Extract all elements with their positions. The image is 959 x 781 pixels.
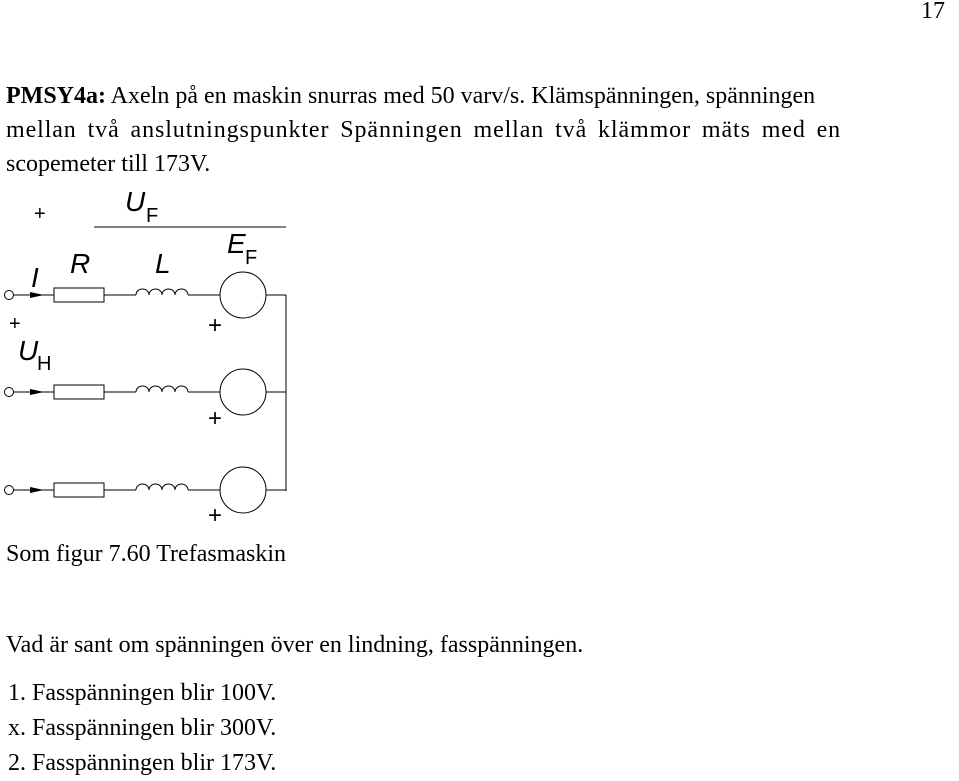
phase-2-branch [5, 369, 287, 415]
resistor-3 [54, 483, 104, 497]
plus-sign-phase-2: + [208, 405, 223, 432]
current-arrow-3 [30, 487, 44, 493]
answer-option-x: x. Fasspänningen blir 300V. [8, 715, 277, 741]
uf-label: U [125, 186, 146, 217]
terminal-1 [5, 291, 14, 300]
intro-line-1-text: Axeln på en maskin snurras med 50 varv/s. Klämspänningen, spänningen [105, 83, 816, 109]
terminal-2 [5, 388, 14, 397]
inductor-1 [136, 289, 188, 295]
phase-3-branch [5, 467, 287, 513]
emf-source-1 [220, 272, 266, 318]
plus-sign-top: + [34, 203, 46, 225]
answer-option-1: 1. Fasspänningen blir 100V. [8, 680, 277, 706]
uh-subscript: H [37, 353, 52, 375]
resistance-label-r: R [70, 248, 91, 279]
page-number: 17 [921, 0, 945, 24]
plus-sign-phase-3: + [208, 502, 223, 529]
ef-label: E [227, 228, 246, 259]
emf-source-3 [220, 467, 266, 513]
emf-source-2 [220, 369, 266, 415]
question-text: Vad är sant om spänningen över en lindning, fasspänningen. [6, 632, 584, 658]
current-arrow-2 [30, 389, 44, 395]
current-label-i: I [31, 262, 39, 293]
inductor-3 [136, 484, 188, 490]
plus-sign-left: + [9, 313, 21, 335]
answer-options [8, 676, 276, 781]
three-phase-circuit-diagram [0, 180, 300, 535]
inductance-label-l: L [155, 248, 171, 279]
intro-line-2: mellan två anslutningspunkter Spänningen mellan två klämmor mäts med en [6, 117, 842, 143]
resistor-2 [54, 385, 104, 399]
answer-option-2: 2. Fasspänningen blir 173V. [8, 750, 277, 776]
uh-label: U [18, 335, 39, 366]
intro-paragraph [6, 79, 956, 181]
inductor-2 [136, 386, 188, 392]
intro-line-3: scopemeter till 173V. [6, 151, 211, 177]
problem-id: PMSY4a: [6, 83, 106, 109]
plus-sign-phase-1: + [208, 312, 223, 339]
intro-line-1 [6, 79, 956, 113]
figure-caption: Som figur 7.60 Trefasmaskin [6, 541, 287, 567]
uf-subscript: F [146, 205, 159, 227]
ef-subscript: F [245, 247, 258, 269]
resistor-1 [54, 288, 104, 302]
terminal-3 [5, 486, 14, 495]
phase-1-branch [5, 272, 287, 318]
